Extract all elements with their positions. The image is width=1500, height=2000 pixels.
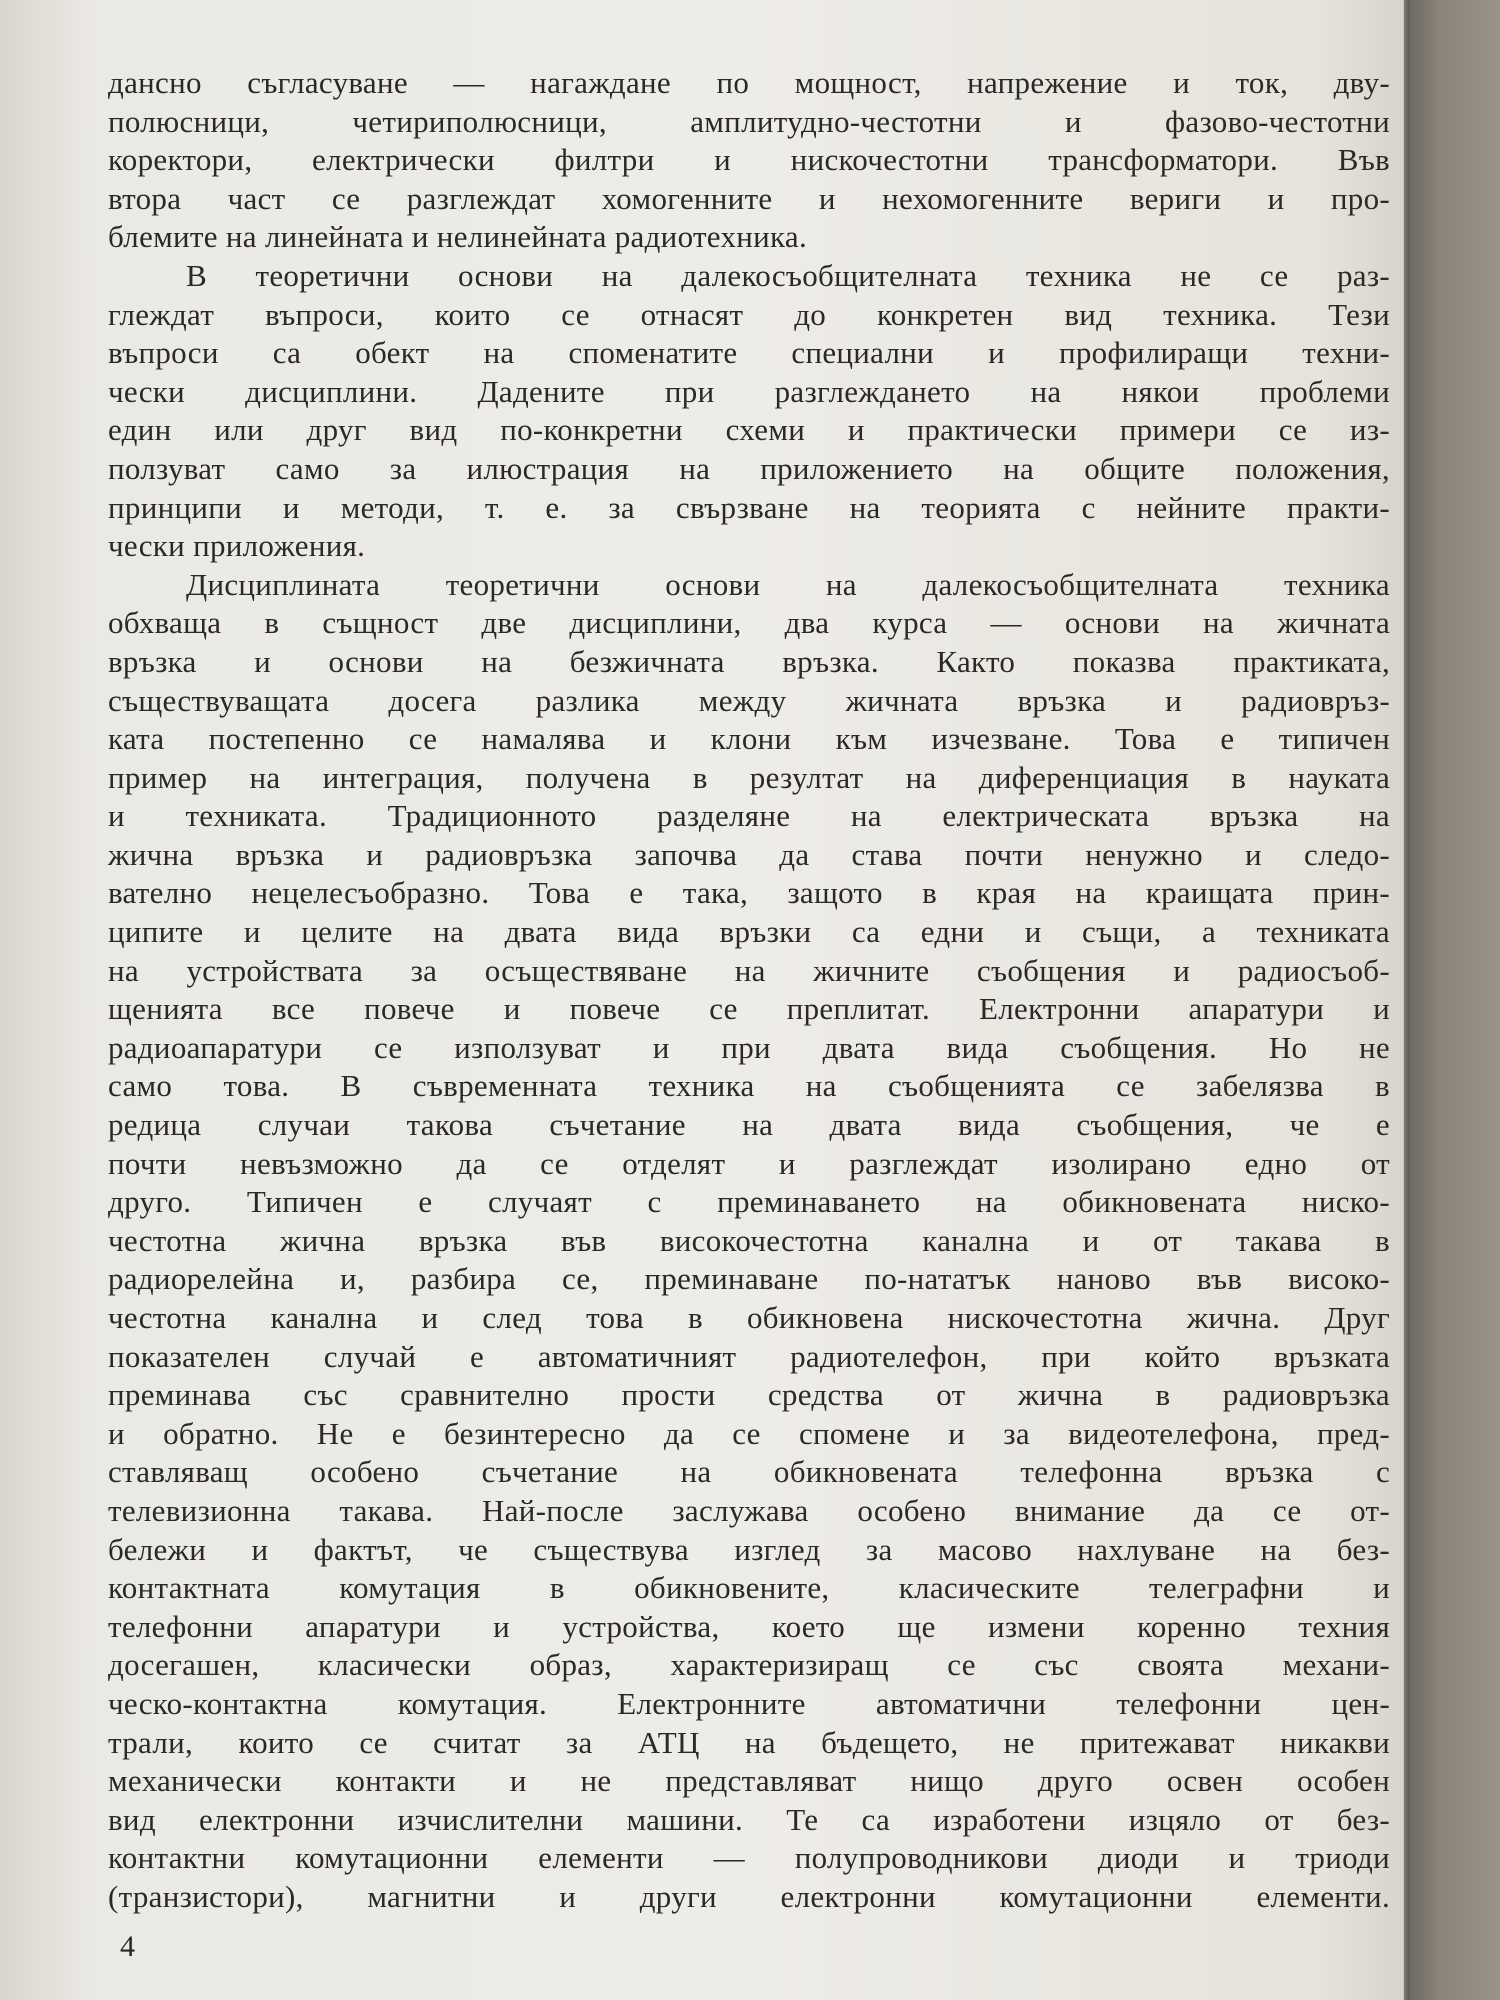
- text-line: блемите на линейната и нелинейната радиотехника.: [108, 219, 808, 255]
- text-line: друго. Типичен е случаят с преминаването на обикновената ниско-: [108, 1184, 1390, 1220]
- text-line: принципи и методи, т. е. за свързване на теорията с нейните практи-: [108, 489, 1390, 525]
- text-line: Дисциплината теоретични основи на далекосъобщителната техника: [186, 566, 1390, 602]
- text-line: на устройствата за осъществяване на жичните съобщения и радиосъоб-: [108, 952, 1390, 988]
- text-line: вид електронни изчислителни машини. Те са изработени изцяло от без-: [108, 1801, 1390, 1837]
- text-line: чески дисциплини. Дадените при разглеждането на някои проблеми: [108, 373, 1390, 409]
- text-line: и обратно. Не е безинтересно да се спомене и за видеотелефона, пред-: [108, 1415, 1390, 1451]
- page-number: 4: [120, 1930, 135, 1963]
- text-line: досегашен, класически образ, характеризиращ се със своята механи-: [108, 1647, 1390, 1683]
- text-line: само това. В съвременната техника на съобщенията се забелязва в: [108, 1068, 1390, 1104]
- text-line: редица случаи такова съчетание на двата вида съобщения, че е: [108, 1107, 1390, 1143]
- text-line: честотна жична връзка във високочестотна канална и от такава в: [108, 1222, 1390, 1258]
- text-line: честотна канална и след това в обикновена нискочестотна жична. Друг: [108, 1300, 1390, 1335]
- text-line: втора част се разглеждат хомогенните и нехомогенните вериги и про-: [108, 180, 1390, 216]
- text-line: полюсници, четириполюсници, амплитудно-честотни и фазово-честотни: [108, 103, 1390, 139]
- text-line: ческо-контактна комутация. Електронните автоматични телефонни цен-: [108, 1685, 1390, 1721]
- text-line: вателно нецелесъобразно. Това е така, защото в края на краищата прин-: [108, 875, 1390, 911]
- text-line: преминава със сравнително прости средства от жична в радиовръзка: [108, 1377, 1390, 1413]
- text-line: и техниката. Традиционното разделяне на електрическата връзка на: [108, 798, 1390, 834]
- text-line: ката постепенно се намалява и клони към изчезване. Това е типичен: [108, 721, 1390, 757]
- text-line: съществуващата досега разлика между жичната връзка и радиовръз-: [108, 682, 1390, 718]
- text-line: (транзистори), магнитни и други електронни комутационни елементи.: [108, 1878, 1390, 1914]
- text-line: трали, които се считат за АТЦ на бъдещето, не притежават никакви: [108, 1724, 1390, 1760]
- text-line: показателен случай е автоматичният радиотелефон, при който връзката: [108, 1338, 1390, 1374]
- text-line: жична връзка и радиовръзка започва да става почти ненужно и следо-: [108, 836, 1390, 872]
- text-line: връзка и основи на безжичната връзка. Както показва практиката,: [108, 643, 1390, 679]
- text-line: коректори, електрически филтри и нискочестотни трансформатори. Във: [108, 142, 1390, 178]
- page-edge: [1404, 0, 1410, 2000]
- text-line: въпроси са обект на споменатите специални и профилиращи техни-: [108, 335, 1390, 371]
- text-line: глеждат въпроси, които се отнасят до конкретен вид техника. Тези: [108, 296, 1390, 332]
- text-line: радиоапаратури се използуват и при двата вида съобщения. Но не: [108, 1029, 1390, 1065]
- text-line: чески приложения.: [108, 528, 366, 564]
- text-line: щенията все повече и повече се преплитат. Електронни апаратури и: [108, 991, 1390, 1027]
- text-line: почти невъзможно да се отделят и разглеждат изолирано едно от: [108, 1145, 1390, 1181]
- text-line: обхваща в същност две дисциплини, два курса — основи на жичната: [108, 605, 1390, 641]
- text-line: телевизионна такава. Най-после заслужава особено внимание да се от-: [108, 1492, 1390, 1528]
- text-line: един или друг вид по-конкретни схеми и практически примери се из-: [108, 412, 1390, 448]
- text-line: пример на интеграция, получена в резултат на диференциация в науката: [108, 759, 1390, 795]
- text-line: бележи и фактът, че съществува изглед за масово нахлуване на без-: [108, 1531, 1390, 1567]
- text-line: ставляващ особено съчетание на обикновената телефонна връзка с: [108, 1454, 1390, 1490]
- text-line: ползуват само за илюстрация на приложението на общите положения,: [108, 450, 1390, 486]
- text-line: контактната комутация в обикновените, класическите телеграфни и: [108, 1570, 1390, 1606]
- text-line: механически контакти и не представляват нищо друго освен особен: [108, 1763, 1390, 1799]
- body-text: [108, 64, 1390, 1917]
- text-line: ципите и целите на двата вида връзки са едни и същи, а техниката: [108, 914, 1390, 950]
- text-line: радиорелейна и, разбира се, преминаване по-нататък наново във високо-: [108, 1261, 1390, 1297]
- text-line: телефонни апаратури и устройства, което ще измени коренно техния: [108, 1608, 1390, 1644]
- text-line: В теоретични основи на далекосъобщителната техника не се раз-: [186, 257, 1390, 293]
- text-line: дансно съгласуване — нагаждане по мощност, напрежение и ток, дву-: [108, 65, 1390, 100]
- text-line: контактни комутационни елементи — полупроводникови диоди и триоди: [108, 1840, 1390, 1876]
